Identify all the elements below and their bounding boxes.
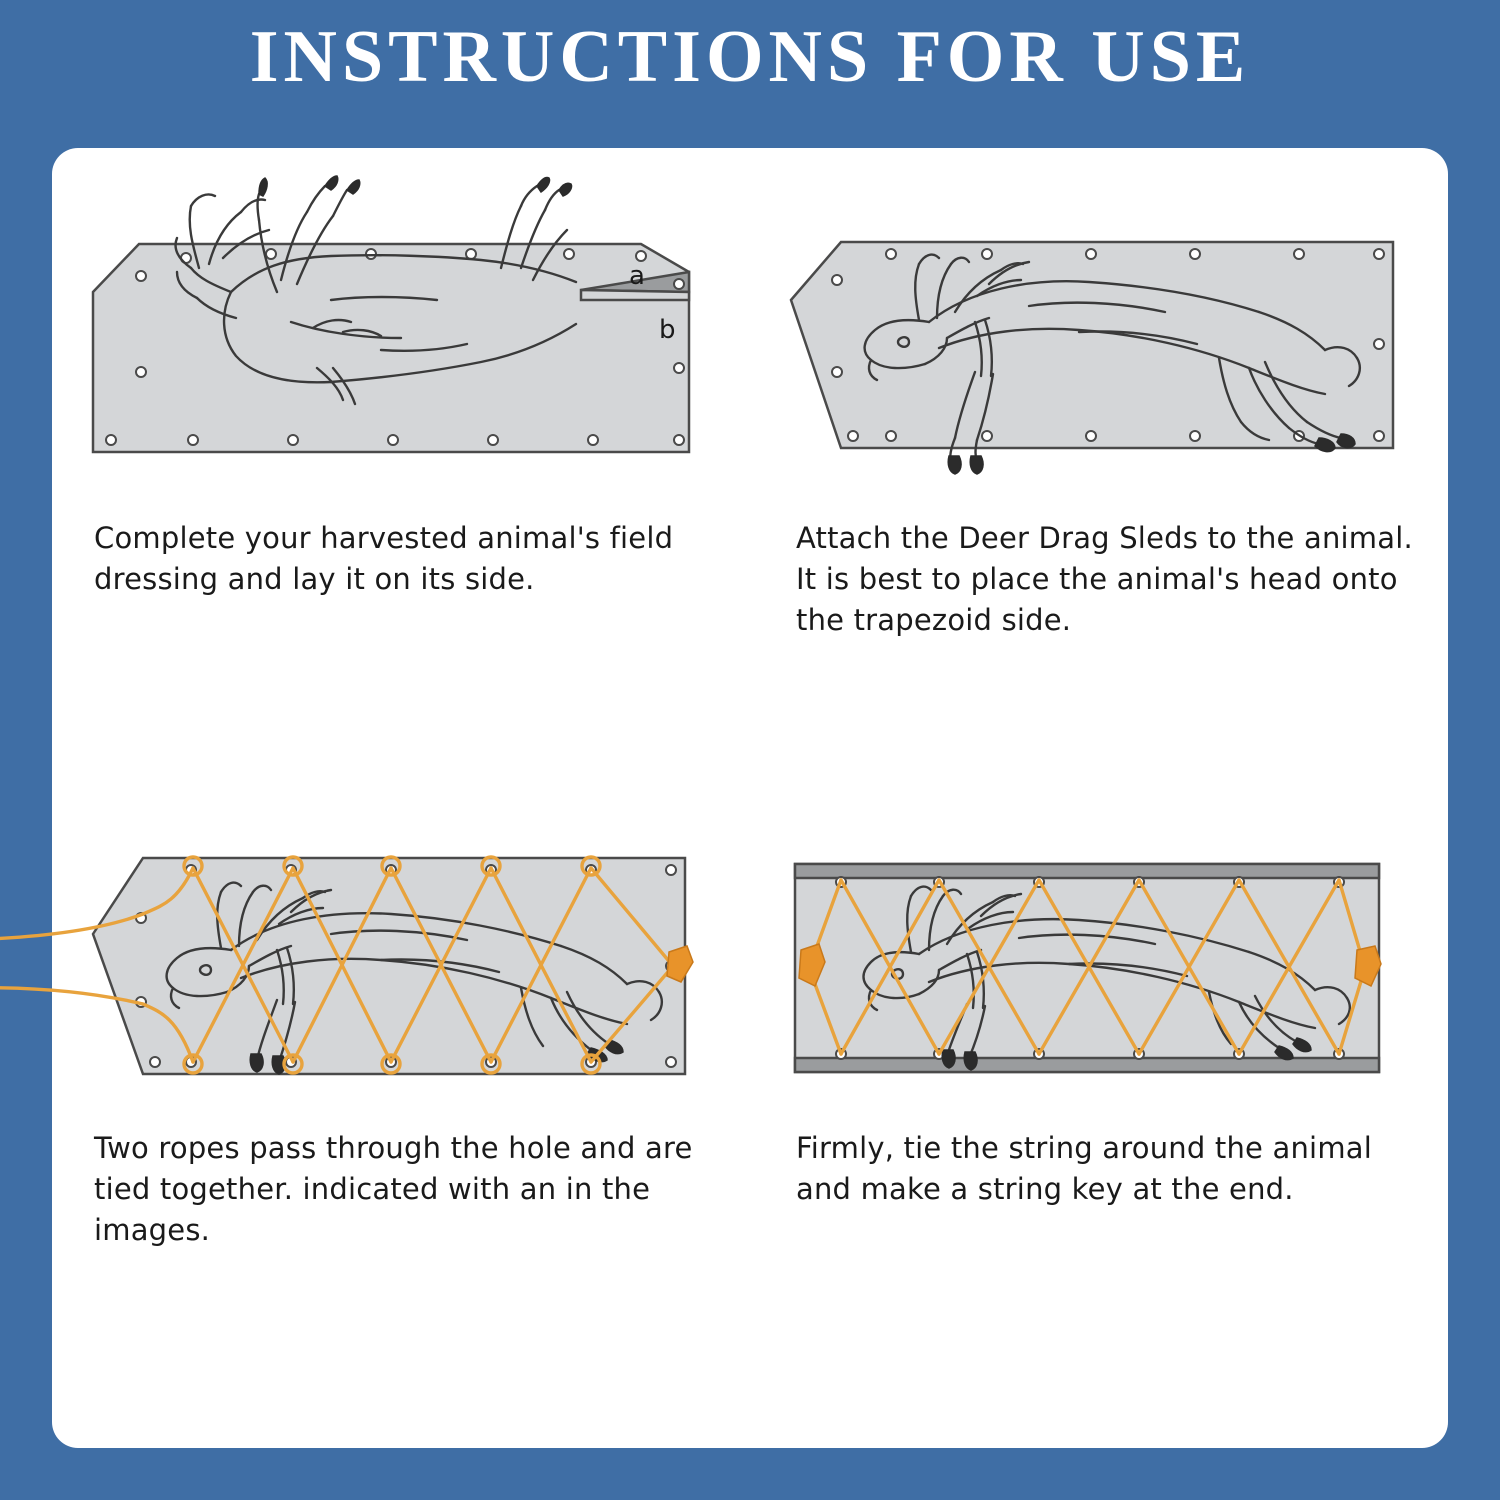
step-2-figure xyxy=(778,172,1420,512)
step-4-cell xyxy=(750,798,1448,1448)
marker-label-b: b xyxy=(659,315,676,345)
step-3-caption: Two ropes pass through the hole and are tied together. indicated with an in the images. xyxy=(94,1131,693,1248)
step-3-cell xyxy=(52,798,750,1448)
deer-hoof-tips xyxy=(259,176,572,196)
step-3-figure xyxy=(80,822,722,1122)
page-title: INSTRUCTIONS FOR USE xyxy=(249,16,1251,98)
step-4-caption: Firmly, tie the string around the animal and make a string key at the end. xyxy=(796,1131,1372,1207)
step-1-cell xyxy=(52,148,750,798)
rope-knot xyxy=(667,946,693,982)
step-4-figure xyxy=(778,822,1420,1122)
marker-label-a: a xyxy=(629,261,645,291)
steps-grid xyxy=(52,148,1448,1448)
step-1-figure xyxy=(80,172,722,512)
instructions-card xyxy=(52,148,1448,1448)
step-2-caption: Attach the Deer Drag Sleds to the animal. It is best to place the animal's head onto the trapezoid side. xyxy=(796,521,1413,638)
step-1-caption: Complete your harvested animal's field dressing and lay it on its side. xyxy=(94,521,674,597)
step-2-cell xyxy=(750,148,1448,798)
